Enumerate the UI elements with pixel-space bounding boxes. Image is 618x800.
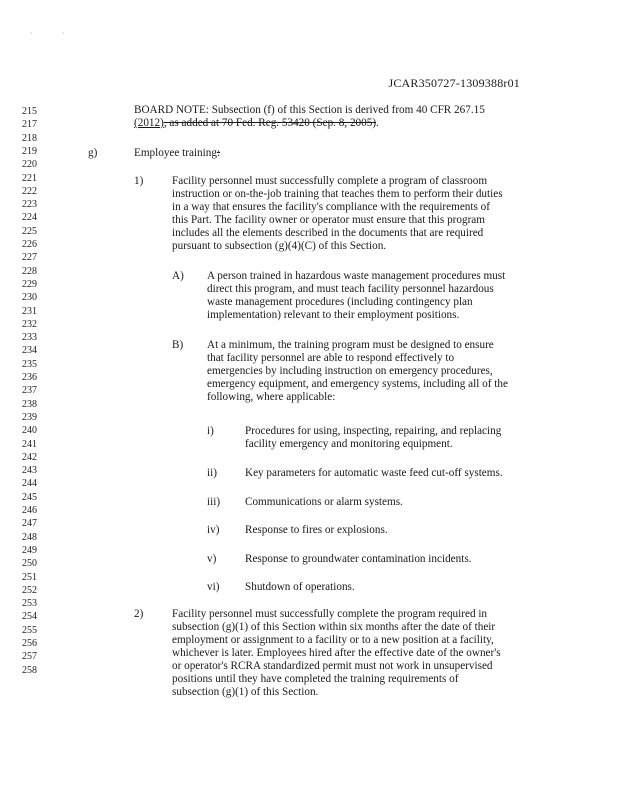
item-b-line: following, where applicable: (207, 391, 336, 403)
line-number: 252 (22, 584, 37, 596)
line-number: 222 (22, 185, 37, 197)
line-number: 232 (22, 318, 37, 330)
line-number: 247 (22, 518, 37, 530)
line-number: 243 (22, 465, 37, 477)
line-number: 248 (22, 531, 37, 543)
item-b-line: emergencies by including instruction on emergency procedures, (207, 365, 493, 377)
document-id: JCAR350727-1309388r01 (388, 76, 520, 90)
item-b-line: that facility personnel are able to respond effectively to (207, 352, 455, 364)
line-number: 227 (22, 252, 37, 264)
item-2-line: or operator's RCRA standardized permit must not work in unsupervised (172, 660, 493, 672)
subsection-g-label: g) (88, 147, 98, 159)
line-number: 251 (22, 571, 37, 583)
line-number: 226 (22, 239, 37, 250)
line-number: 250 (22, 558, 37, 570)
item-2-line: employment or assignment to a facility or to a new position at a facility, (172, 634, 494, 646)
line-number: 256 (22, 638, 37, 649)
item-2-line: whichever is later. Employees hired after the effective date of the owner's (172, 647, 501, 659)
item-ii-line: Key parameters for automatic waste feed cut-off systems. (245, 467, 503, 479)
board-note-line-1: BOARD NOTE: Subsection (f) of this Section is derived from 40 CFR 267.15 (134, 104, 485, 116)
line-number: 242 (22, 451, 37, 463)
item-iv-label: iv) (207, 524, 220, 536)
item-v-label: v) (207, 553, 217, 565)
item-i-line: Procedures for using, inspecting, repairing, and replacing (245, 425, 502, 437)
line-number: 238 (22, 398, 37, 410)
item-iii-line: Communications or alarm systems. (245, 496, 403, 508)
line-number: 239 (22, 411, 37, 423)
line-number: 218 (22, 132, 37, 144)
item-2-line: positions until they have completed the training requirements of (172, 673, 459, 685)
item-iii-label: iii) (207, 496, 221, 508)
item-iv-line: Response to fires or explosions. (245, 524, 388, 536)
line-number: 257 (22, 651, 37, 663)
line-number: 233 (22, 332, 37, 344)
item-b-label: B) (172, 339, 184, 351)
item-1-line: pursuant to subsection (g)(4)(C) of this Section. (172, 240, 387, 252)
item-2-label: 2) (134, 608, 144, 620)
item-2-line: Facility personnel must successfully complete the program required in (172, 608, 488, 620)
line-number: 249 (22, 544, 37, 556)
item-a-line: implementation) relevant to their employment positions. (207, 309, 460, 321)
item-1-label: 1) (134, 175, 144, 187)
item-1-line: instruction or on-the-job training that teaches them to perform their duties (172, 188, 503, 200)
line-number: 230 (22, 292, 37, 304)
line-number: 225 (22, 225, 37, 237)
line-number: 254 (22, 611, 37, 623)
item-a-line: direct this program, and must teach facility personnel hazardous (207, 283, 494, 295)
board-note-struck-text: , as added at 70 Fed. Reg. 53420 (Sep. 8, 2005) (163, 117, 377, 129)
scan-mark: · (30, 28, 33, 38)
item-1-line: this Part. The facility owner or operator must ensure that this program (172, 214, 485, 226)
line-number: 215 (22, 106, 37, 117)
line-number: 245 (22, 491, 37, 503)
item-1-line: in a way that ensures the facility's compliance with the requirements of (172, 201, 490, 213)
line-number: 223 (22, 199, 37, 211)
line-number: 221 (22, 172, 37, 184)
line-number: 219 (22, 145, 37, 157)
line-number: 258 (22, 664, 37, 676)
subsection-g-heading (134, 147, 220, 160)
item-ii-label: ii) (207, 467, 217, 479)
line-number: 241 (22, 438, 37, 450)
line-number: 244 (22, 478, 37, 490)
item-b-line: emergency equipment, and emergency systems, including all of the (207, 378, 508, 390)
item-1-line: includes all the elements described in the documents that are required (172, 227, 484, 239)
line-number: 231 (22, 305, 37, 317)
line-number: 246 (22, 505, 37, 516)
line-number: 237 (22, 385, 37, 397)
line-number: 240 (22, 425, 37, 437)
item-a-line: A person trained in hazardous waste management procedures must (207, 270, 506, 282)
item-vi-line: Shutdown of operations. (245, 581, 355, 593)
item-2-line: subsection (g)(1) of this Section. (172, 686, 319, 698)
item-2-line: subsection (g)(1) of this Section within six months after the date of their (172, 621, 496, 633)
item-1-line: Facility personnel must successfully complete a program of classroom (172, 175, 488, 187)
line-number: 224 (22, 212, 37, 224)
line-number: 228 (22, 265, 37, 277)
line-number: 235 (22, 358, 37, 370)
line-number: 255 (22, 624, 37, 636)
subsection-g-heading-struck: : (216, 147, 221, 159)
line-number: 229 (22, 278, 37, 290)
line-number: 217 (22, 119, 37, 131)
item-v-line: Response to groundwater contamination incidents. (245, 553, 472, 565)
scan-mark: · (62, 28, 65, 38)
item-a-line: waste management procedures (including contingency plan (207, 296, 473, 308)
line-number: 220 (22, 159, 37, 171)
line-number: 234 (22, 345, 37, 357)
item-vi-label: vi) (207, 581, 220, 593)
line-number: 253 (22, 598, 37, 610)
item-b-line: At a minimum, the training program must be designed to ensure (207, 339, 494, 351)
board-note-line-2 (134, 117, 379, 130)
item-i-label: i) (207, 425, 214, 437)
board-note-end: . (376, 117, 379, 129)
line-number: 236 (22, 372, 37, 383)
item-i-line: facility emergency and monitoring equipment. (245, 438, 453, 450)
subsection-g-heading-text: Employee training (134, 147, 217, 159)
board-note-underlined-text: (2012) (134, 117, 164, 129)
item-a-label: A) (172, 270, 184, 282)
